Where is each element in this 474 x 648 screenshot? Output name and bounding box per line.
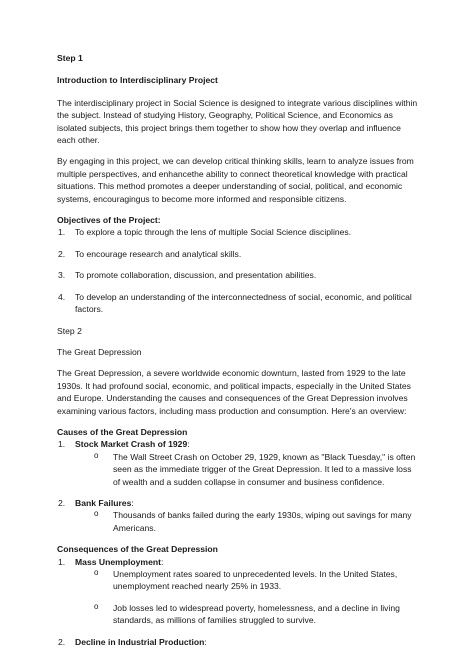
objectives-list	[57, 226, 418, 315]
cause-title-colon: :	[131, 497, 134, 508]
cause-item	[58, 497, 418, 534]
objective-text: To encourage research and analytical skills.	[75, 248, 242, 259]
cause-point-text: Thousands of banks failed during the early 1930s, wiping out savings for many Americans.	[113, 510, 412, 533]
cause-title: Stock Market Crash of 1929	[75, 439, 188, 450]
consequence-number: 1.	[58, 556, 66, 567]
cause-point	[75, 451, 418, 488]
step2-label: Step 2	[57, 325, 82, 336]
consequence-title: Decline in Industrial Production	[75, 636, 205, 647]
objective-text: To explore a topic through the lens of multiple Social Science disciplines.	[75, 227, 352, 238]
consequence-point	[75, 568, 418, 593]
bullet-circle-icon: o	[94, 601, 99, 611]
bullet-circle-icon: o	[94, 568, 99, 577]
objective-text: To promote collaboration, discussion, and presentation abilities.	[75, 270, 317, 281]
objective-number: 4.	[58, 291, 66, 302]
objective-item	[58, 291, 418, 316]
consequences-list	[57, 556, 418, 648]
cause-points	[75, 451, 418, 488]
consequence-title-colon: :	[160, 556, 164, 567]
objective-number: 3.	[58, 270, 66, 281]
bullet-circle-icon: o	[94, 450, 99, 460]
consequence-point-text: Unemployment rates soared to unprecedented levels. In the United States, unemployment reached nearly 25% in 1933.	[113, 569, 398, 592]
objectives-heading: Objectives of the Project:	[57, 215, 161, 226]
objective-number: 1.	[58, 227, 66, 238]
intro-heading: Introduction to Interdisciplinary Project	[57, 75, 218, 86]
objective-item	[58, 269, 418, 281]
cause-points	[75, 509, 418, 534]
cause-title: Bank Failures	[75, 497, 132, 508]
objective-text: To develop an understanding of the interconnectedness of social, economic, and political factors.	[75, 291, 412, 315]
intro-paragraph-1: The interdisciplinary project in Social Science is designed to integrate various disciplines within the subject. Instead of studying History, Geography, Political Science, and Economics as isolated subjects, this project brings them together to show how they overlap and influence each other.	[57, 97, 418, 146]
consequence-title-colon: :	[204, 636, 207, 647]
bullet-circle-icon: o	[94, 509, 99, 519]
great-depression-title: The Great Depression	[57, 346, 142, 357]
consequence-item	[58, 636, 418, 648]
cause-point-text: The Wall Street Crash on October 29, 1929, known as "Black Tuesday," is often seen as the immediate trigger of the Great Depression. It led to a massive loss of wealth and a sudden collapse in consumer and business confidence.	[113, 451, 416, 487]
consequence-title: Mass Unemployment	[75, 556, 161, 567]
consequence-item	[58, 556, 418, 627]
objective-item	[58, 226, 418, 238]
cause-number: 1.	[58, 439, 66, 450]
cause-item	[58, 438, 418, 488]
consequence-point	[75, 602, 418, 627]
consequence-number: 2.	[58, 636, 66, 647]
cause-number: 2.	[58, 497, 66, 508]
cause-title-colon: :	[187, 439, 190, 450]
causes-heading: Causes of the Great Depression	[57, 426, 188, 437]
cause-point	[75, 509, 418, 534]
great-depression-intro: The Great Depression, a severe worldwide economic downturn, lasted from 1929 to the late 1930s. It had profound social, economic, and political impacts, especially in the United States and Europe. Understanding the causes and consequences of the Great Depression involves examining various factors, including mass production and consumption. Here's an overview:	[57, 368, 411, 416]
consequences-heading: Consequences of the Great Depression	[57, 544, 218, 555]
consequence-points	[75, 568, 418, 627]
step1-label: Step 1	[57, 53, 83, 63]
causes-list	[57, 438, 418, 534]
intro-paragraph-2: By engaging in this project, we can develop critical thinking skills, learn to analyze issues from multiple perspectives, and enhancethe ability to connect theoretical knowledge with practical situations. This method promotes a deeper understanding of social, political, and economic systems, encouragingus to become more informed and responsible citizens.	[57, 156, 414, 204]
objective-item	[58, 248, 418, 260]
objective-number: 2.	[58, 248, 66, 259]
consequence-point-text: Job losses led to widespread poverty, homelessness, and a decline in living standards, as millions of families struggled to survive.	[113, 602, 400, 626]
